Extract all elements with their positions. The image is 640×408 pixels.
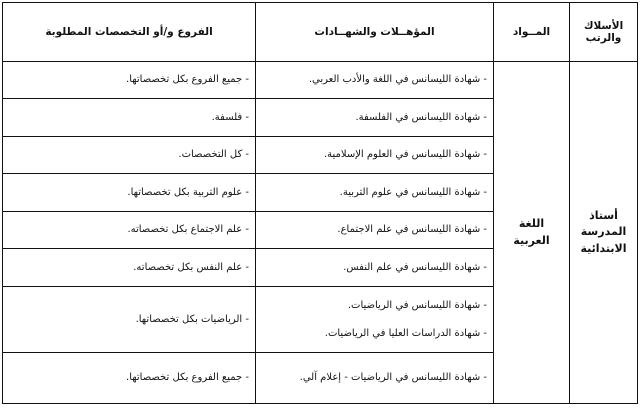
header-row xyxy=(3,3,638,62)
specialization-cell: - علوم التربية بكل تخصصاتها. xyxy=(3,174,256,211)
header-rank: الأسلاك والرتب xyxy=(570,3,638,62)
specialization-cell: - الرياضيات بكل تخصصاتها. xyxy=(3,286,256,353)
qualification-cell: - شهادة الليسانس في اللغة والأدب العربي. xyxy=(256,62,494,99)
rank-cell: أستاذ المدرسة الابتدائية xyxy=(570,62,638,404)
specialization-cell: - كل التخصصات. xyxy=(3,136,256,173)
qualification-cell: - شهادة الليسانس في الفلسفة. xyxy=(256,99,494,136)
qualifications-table xyxy=(2,2,638,404)
specialization-cell: - فلسفة. xyxy=(3,99,256,136)
qualification-cell: - شهادة الليسانس في الرياضيات - إعلام آلي. xyxy=(256,353,494,404)
qualification-cell xyxy=(256,286,494,353)
subject-cell: اللغة العربية xyxy=(494,62,570,404)
header-subject: المــواد xyxy=(494,3,570,62)
qualification-line: - شهادة الدراسات العليا في الرياضيات. xyxy=(324,327,487,339)
header-qualifications: المؤهــلات والشهــادات xyxy=(256,3,494,62)
qualification-line: - شهادة الليسانس في الرياضيات. xyxy=(347,300,487,311)
specialization-cell: - جميع الفروع بكل تخصصاتها. xyxy=(3,62,256,99)
specialization-cell: - جميع الفروع بكل تخصصاتها. xyxy=(3,353,256,404)
qualification-cell: - شهادة الليسانس في العلوم الإسلامية. xyxy=(256,136,494,173)
specialization-cell: - علم النفس بكل تخصصاته. xyxy=(3,249,256,286)
table-row xyxy=(3,62,638,99)
qualification-cell: - شهادة الليسانس في علم النفس. xyxy=(256,249,494,286)
qualification-cell: - شهادة الليسانس في علم الاجتماع. xyxy=(256,211,494,248)
qualification-cell: - شهادة الليسانس في علوم التربية. xyxy=(256,174,494,211)
header-specializations: الفروع و/أو التخصصات المطلوبة xyxy=(3,3,256,62)
specialization-cell: - علم الاجتماع بكل تخصصاته. xyxy=(3,211,256,248)
